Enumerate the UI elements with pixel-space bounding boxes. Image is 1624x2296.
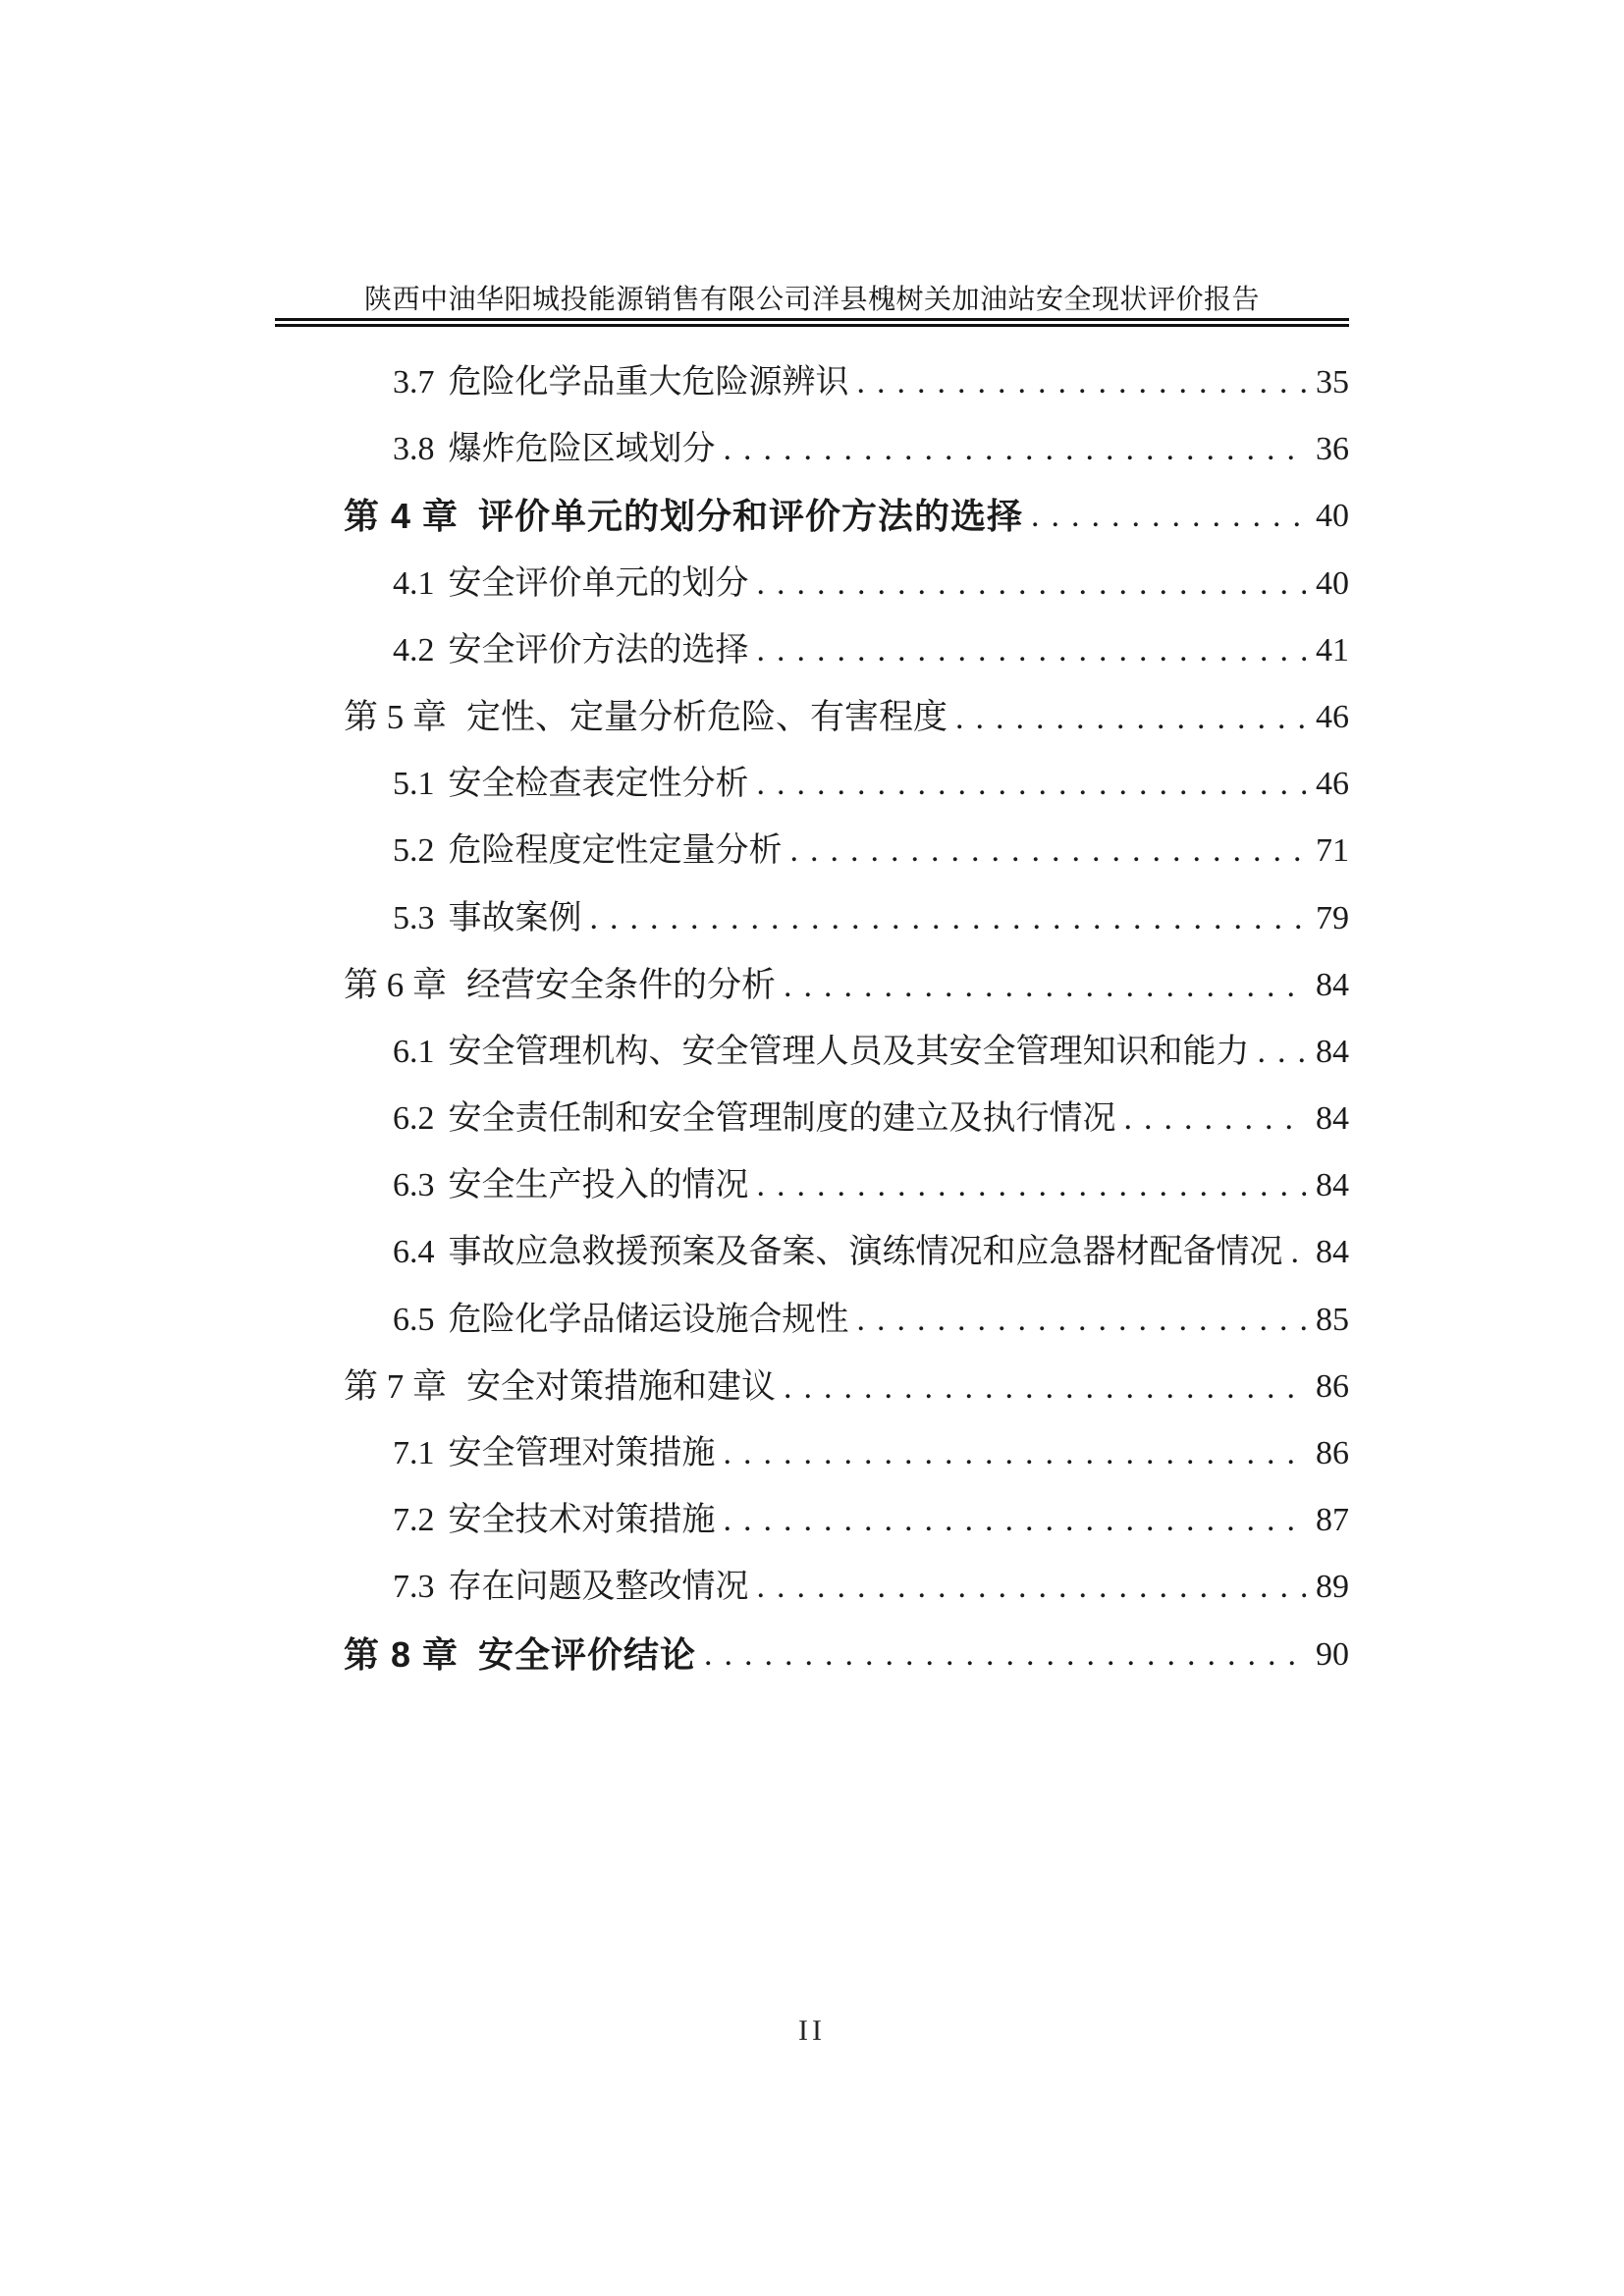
toc-row — [275, 1019, 1349, 1086]
toc-entry-title: 安全生产投入的情况 — [448, 1167, 749, 1204]
toc-leader-dots — [784, 1354, 1306, 1420]
toc-entry-number: 3.8 — [393, 431, 435, 468]
toc-row — [275, 1622, 1349, 1688]
toc-entry-title: 安全评价结论 — [478, 1633, 697, 1675]
toc-entry-title: 安全管理对策措施 — [448, 1435, 716, 1471]
toc-row — [275, 617, 1349, 684]
toc-entry-page: 84 — [1316, 1167, 1349, 1204]
toc-row — [275, 483, 1349, 550]
toc-entry-number: 5.2 — [393, 832, 435, 870]
toc-entry-page: 35 — [1316, 364, 1349, 400]
toc-leader-dots — [704, 1622, 1306, 1688]
toc-leader-dots — [857, 349, 1307, 416]
toc-entry-title: 危险化学品储运设施合规性 — [448, 1301, 849, 1338]
toc-entry-number: 第 4 章 — [344, 496, 460, 537]
toc-entry-title: 定性、定量分析危险、有害程度 — [466, 697, 948, 736]
toc-row — [275, 416, 1349, 483]
toc-entry-page: 84 — [1316, 1100, 1349, 1138]
toc-entry-page: 85 — [1316, 1301, 1349, 1338]
toc-entry-number: 7.3 — [393, 1569, 435, 1606]
toc-leader-dots — [590, 885, 1307, 952]
toc-entry-number: 6.3 — [393, 1167, 435, 1204]
toc-row — [275, 952, 1349, 1019]
toc-entry-page: 86 — [1316, 1367, 1349, 1405]
toc-leader-dots — [724, 416, 1307, 483]
toc-entry-page: 71 — [1316, 832, 1349, 870]
toc-row — [275, 1487, 1349, 1554]
toc-entry-number: 第 6 章 — [344, 965, 448, 1004]
toc-entry-page: 89 — [1316, 1569, 1349, 1606]
toc-row — [275, 1219, 1349, 1286]
toc-entry-page: 41 — [1316, 631, 1349, 668]
toc-row — [275, 349, 1349, 416]
toc-row — [275, 885, 1349, 952]
toc-entry-page: 84 — [1316, 966, 1349, 1003]
toc-entry-number: 7.1 — [393, 1435, 435, 1471]
toc-leader-dots — [757, 1152, 1307, 1219]
toc-leader-dots — [724, 1487, 1307, 1554]
header-double-rule — [275, 318, 1349, 327]
toc-entry-number: 7.2 — [393, 1502, 435, 1539]
footer-page-number: II — [798, 2014, 826, 2047]
toc-leader-dots — [1031, 483, 1306, 550]
toc-entry-page: 87 — [1316, 1502, 1349, 1539]
toc-entry-page: 79 — [1316, 899, 1349, 936]
toc-entry-title: 安全评价方法的选择 — [448, 631, 749, 668]
toc-entry-number: 6.2 — [393, 1100, 435, 1138]
toc-leader-dots — [757, 1554, 1307, 1621]
toc-entry-page: 84 — [1316, 1033, 1349, 1070]
toc-entry-title: 安全技术对策措施 — [448, 1502, 716, 1539]
toc-entry-page: 86 — [1316, 1435, 1349, 1471]
toc-leader-dots — [857, 1287, 1307, 1354]
toc-row — [275, 751, 1349, 818]
toc-entry-title: 评价单元的划分和评价方法的选择 — [478, 496, 1024, 537]
toc-entry-title: 安全责任制和安全管理制度的建立及执行情况 — [448, 1100, 1116, 1138]
toc-entry-title: 存在问题及整改情况 — [448, 1569, 749, 1606]
toc-leader-dots — [1258, 1019, 1307, 1086]
toc-row — [275, 1086, 1349, 1152]
toc-entry-title: 事故应急救援预案及备案、演练情况和应急器材配备情况 — [448, 1234, 1283, 1271]
toc-entry-number: 6.4 — [393, 1234, 435, 1271]
toc-entry-title: 危险程度定性定量分析 — [448, 832, 783, 870]
toc-entry-page: 36 — [1316, 431, 1349, 468]
toc-leader-dots — [784, 952, 1306, 1019]
toc-entry-page: 90 — [1316, 1635, 1349, 1673]
toc-entry-title: 安全管理机构、安全管理人员及其安全管理知识和能力 — [448, 1033, 1250, 1070]
toc-leader-dots — [757, 751, 1307, 818]
toc-entry-number: 第 7 章 — [344, 1366, 448, 1406]
toc-entry-title: 安全检查表定性分析 — [448, 766, 749, 803]
toc-entry-number: 第 5 章 — [344, 697, 448, 736]
toc-leader-dots — [1291, 1219, 1307, 1286]
toc-leader-dots — [757, 617, 1307, 684]
toc-entry-title: 安全对策措施和建议 — [466, 1366, 777, 1406]
toc-entry-title: 危险化学品重大危险源辨识 — [448, 364, 849, 400]
toc-row — [275, 1152, 1349, 1219]
toc-entry-title: 经营安全条件的分析 — [466, 965, 777, 1004]
toc-row — [275, 1287, 1349, 1354]
toc-row — [275, 1554, 1349, 1621]
toc-row — [275, 818, 1349, 884]
toc-entry-number: 5.3 — [393, 899, 435, 936]
toc-row — [275, 1354, 1349, 1420]
toc-entry-number: 5.1 — [393, 766, 435, 803]
toc-entry-page: 40 — [1316, 498, 1349, 535]
toc-entry-number: 第 8 章 — [344, 1633, 460, 1675]
toc-leader-dots — [1124, 1086, 1307, 1152]
toc-entry-number: 6.1 — [393, 1033, 435, 1070]
toc-entry-page: 46 — [1316, 766, 1349, 803]
toc-entry-number: 3.7 — [393, 364, 435, 400]
toc-entry-page: 46 — [1316, 698, 1349, 735]
toc-list — [275, 349, 1349, 1688]
toc-leader-dots — [724, 1420, 1307, 1487]
toc-leader-dots — [955, 684, 1306, 751]
toc-leader-dots — [757, 551, 1307, 617]
toc-row — [275, 1420, 1349, 1487]
toc-entry-number: 4.2 — [393, 631, 435, 668]
toc-entry-title: 事故案例 — [448, 899, 582, 936]
toc-entry-page: 40 — [1316, 564, 1349, 602]
toc-leader-dots — [790, 818, 1307, 884]
running-header-title: 陕西中油华阳城投能源销售有限公司洋县槐树关加油站安全现状评价报告 — [363, 285, 1260, 315]
toc-entry-title: 爆炸危险区域划分 — [448, 431, 716, 468]
toc-row — [275, 684, 1349, 751]
toc-entry-title: 安全评价单元的划分 — [448, 564, 749, 602]
toc-entry-page: 84 — [1316, 1234, 1349, 1271]
toc-entry-number: 4.1 — [393, 564, 435, 602]
toc-row — [275, 551, 1349, 617]
toc-entry-number: 6.5 — [393, 1301, 435, 1338]
